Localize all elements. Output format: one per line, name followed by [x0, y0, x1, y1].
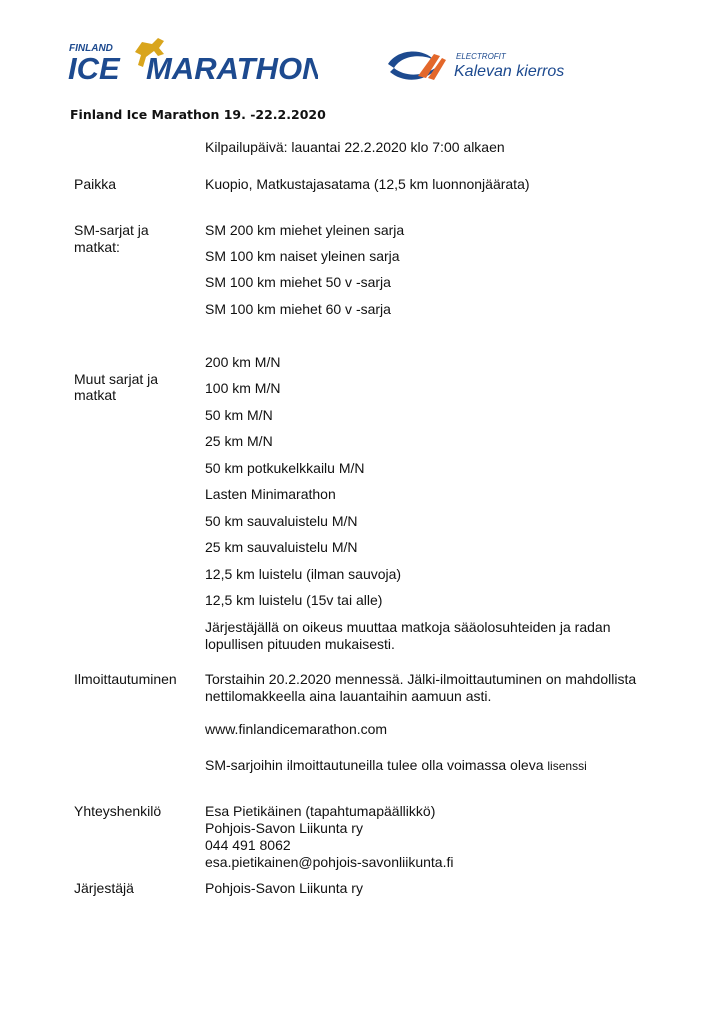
finland-ice-marathon-logo [68, 34, 318, 86]
license-note [205, 757, 587, 775]
sm-item: SM 100 km miehet 50 v -sarja [205, 274, 391, 290]
contact-line: Esa Pietikäinen (tapahtumapäällikkö) [205, 803, 436, 819]
other-label-line-1: Muut sarjat ja [74, 371, 159, 387]
contact-label: Yhteyshenkilö [74, 803, 162, 819]
organizer-value: Pohjois-Savon Liikunta ry [205, 880, 363, 896]
page-title: Finland Ice Marathon 19. -22.2.2020 [70, 107, 326, 122]
license-note-small: lisenssi [547, 759, 587, 773]
logo-marathon-text: MARATHON [146, 51, 318, 86]
sm-item: SM 100 km miehet 60 v -sarja [205, 301, 391, 317]
organizer-label: Järjestäjä [74, 880, 134, 896]
other-item: 12,5 km luistelu (15v tai alle) [205, 592, 383, 608]
distance-note-line-1: Järjestäjällä on oikeus muuttaa matkoja sääolosuhteiden ja radan [205, 619, 611, 635]
sm-label-line-2: matkat: [74, 239, 120, 255]
registration-text-line-2: nettilomakkeella aina lauantaihin aamuun asti. [205, 688, 492, 704]
logo-ice-text: ICE [68, 51, 120, 86]
other-item: 50 km M/N [205, 407, 273, 423]
other-item: Lasten Minimarathon [205, 486, 336, 502]
other-label-line-2: matkat [74, 387, 117, 403]
other-item: 50 km potkukelkkailu M/N [205, 460, 365, 476]
sm-item: SM 200 km miehet yleinen sarja [205, 222, 405, 238]
sm-item: SM 100 km naiset yleinen sarja [205, 248, 400, 264]
other-item: 12,5 km luistelu (ilman sauvoja) [205, 566, 402, 582]
registration-label: Ilmoittautuminen [74, 671, 177, 687]
logo-kalevan-text: Kalevan kierros [454, 63, 565, 80]
logo-finland-text: FINLAND [69, 43, 113, 54]
registration-text-line-1: Torstaihin 20.2.2020 mennessä. Jälki-ilmoittautuminen on mahdollista [205, 671, 637, 687]
other-item: 50 km sauvaluistelu M/N [205, 513, 358, 529]
sm-label-line-1: SM-sarjat ja [74, 222, 149, 238]
other-item: 25 km sauvaluistelu M/N [205, 539, 358, 555]
race-day-text: Kilpailupäivä: lauantai 22.2.2020 klo 7:00 alkaen [205, 139, 505, 155]
other-item: 25 km M/N [205, 433, 273, 449]
contact-email[interactable]: esa.pietikainen@pohjois-savonliikunta.fi [205, 854, 454, 870]
other-item: 200 km M/N [205, 354, 281, 370]
website-link[interactable]: www.finlandicemarathon.com [205, 721, 388, 737]
place-label: Paikka [74, 176, 117, 192]
contact-line: Pohjois-Savon Liikunta ry [205, 820, 363, 836]
logo-electrofit-text: ELECTROFIT [456, 52, 506, 61]
license-note-main: SM-sarjoihin ilmoittautuneilla tulee olla voimassa oleva [205, 757, 544, 773]
distance-note-line-2: lopullisen pituuden mukaisesti. [205, 636, 395, 652]
contact-phone: 044 491 8062 [205, 837, 291, 853]
other-item: 100 km M/N [205, 380, 281, 396]
place-value: Kuopio, Matkustajasatama (12,5 km luonnonjäärata) [205, 176, 530, 192]
kalevan-kierros-logo [384, 46, 604, 86]
